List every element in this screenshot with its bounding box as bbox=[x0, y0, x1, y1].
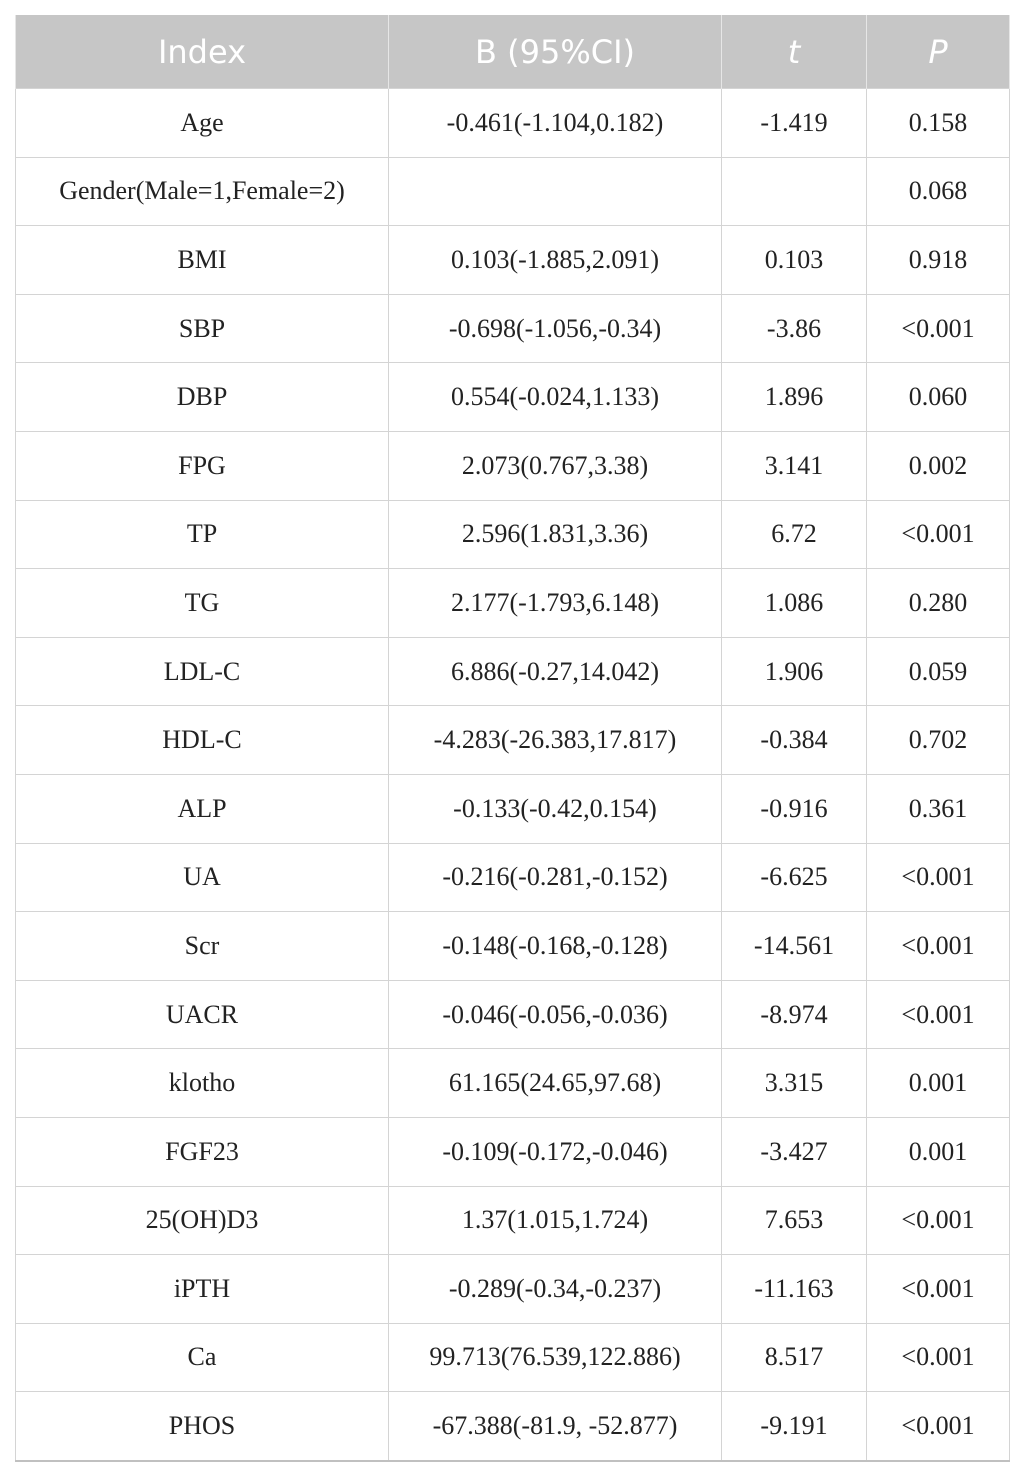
cell-t: -8.974 bbox=[722, 980, 867, 1049]
table-row bbox=[16, 1323, 1010, 1392]
cell-b-95ci: -0.148(-0.168,-0.128) bbox=[389, 912, 722, 981]
cell-index: BMI bbox=[16, 226, 389, 295]
cell-index: FPG bbox=[16, 431, 389, 500]
cell-t: -3.427 bbox=[722, 1117, 867, 1186]
cell-t: 3.141 bbox=[722, 431, 867, 500]
table-row bbox=[16, 226, 1010, 295]
cell-index: Age bbox=[16, 89, 389, 158]
cell-index: SBP bbox=[16, 294, 389, 363]
cell-p: <0.001 bbox=[867, 500, 1010, 569]
table-row bbox=[16, 363, 1010, 432]
table-row bbox=[16, 1049, 1010, 1118]
cell-b-95ci bbox=[389, 157, 722, 226]
cell-b-95ci: 0.554(-0.024,1.133) bbox=[389, 363, 722, 432]
cell-b-95ci: -0.698(-1.056,-0.34) bbox=[389, 294, 722, 363]
header-t: t bbox=[722, 15, 867, 89]
table-row bbox=[16, 843, 1010, 912]
header-row bbox=[16, 15, 1010, 89]
cell-index: Gender(Male=1,Female=2) bbox=[16, 157, 389, 226]
cell-index: LDL-C bbox=[16, 637, 389, 706]
cell-p: 0.158 bbox=[867, 89, 1010, 158]
table-row bbox=[16, 294, 1010, 363]
table-row bbox=[16, 1392, 1010, 1461]
cell-b-95ci: 99.713(76.539,122.886) bbox=[389, 1323, 722, 1392]
table-header bbox=[16, 15, 1010, 89]
cell-p: <0.001 bbox=[867, 294, 1010, 363]
cell-index: UA bbox=[16, 843, 389, 912]
table-row bbox=[16, 500, 1010, 569]
cell-t: -9.191 bbox=[722, 1392, 867, 1461]
cell-index: TP bbox=[16, 500, 389, 569]
cell-p: <0.001 bbox=[867, 1392, 1010, 1461]
table-row bbox=[16, 1255, 1010, 1324]
table-row bbox=[16, 1117, 1010, 1186]
cell-p: 0.060 bbox=[867, 363, 1010, 432]
cell-t: -0.916 bbox=[722, 774, 867, 843]
table-row bbox=[16, 1186, 1010, 1255]
cell-t: 1.086 bbox=[722, 569, 867, 638]
cell-index: TG bbox=[16, 569, 389, 638]
cell-b-95ci: 2.596(1.831,3.36) bbox=[389, 500, 722, 569]
cell-index: HDL-C bbox=[16, 706, 389, 775]
cell-t: -3.86 bbox=[722, 294, 867, 363]
cell-t: -6.625 bbox=[722, 843, 867, 912]
cell-t: 1.896 bbox=[722, 363, 867, 432]
header-b-95ci: B (95%CI) bbox=[389, 15, 722, 89]
cell-index: 25(OH)D3 bbox=[16, 1186, 389, 1255]
cell-t: 6.72 bbox=[722, 500, 867, 569]
cell-p: 0.280 bbox=[867, 569, 1010, 638]
cell-b-95ci: -4.283(-26.383,17.817) bbox=[389, 706, 722, 775]
header-index: Index bbox=[16, 15, 389, 89]
cell-p: 0.001 bbox=[867, 1049, 1010, 1118]
cell-p: <0.001 bbox=[867, 980, 1010, 1049]
table-body bbox=[16, 89, 1010, 1461]
table-row bbox=[16, 569, 1010, 638]
cell-p: <0.001 bbox=[867, 912, 1010, 981]
cell-b-95ci: 6.886(-0.27,14.042) bbox=[389, 637, 722, 706]
cell-b-95ci: 2.177(-1.793,6.148) bbox=[389, 569, 722, 638]
cell-index: DBP bbox=[16, 363, 389, 432]
cell-p: 0.002 bbox=[867, 431, 1010, 500]
table-row bbox=[16, 637, 1010, 706]
cell-t: 7.653 bbox=[722, 1186, 867, 1255]
table-row bbox=[16, 89, 1010, 158]
cell-t: -14.561 bbox=[722, 912, 867, 981]
cell-p: 0.702 bbox=[867, 706, 1010, 775]
table-row bbox=[16, 157, 1010, 226]
cell-p: <0.001 bbox=[867, 1186, 1010, 1255]
cell-index: PHOS bbox=[16, 1392, 389, 1461]
cell-p: 0.361 bbox=[867, 774, 1010, 843]
cell-p: <0.001 bbox=[867, 1323, 1010, 1392]
cell-t: -11.163 bbox=[722, 1255, 867, 1324]
cell-t bbox=[722, 157, 867, 226]
cell-p: <0.001 bbox=[867, 1255, 1010, 1324]
cell-index: UACR bbox=[16, 980, 389, 1049]
table-row bbox=[16, 980, 1010, 1049]
cell-b-95ci: 1.37(1.015,1.724) bbox=[389, 1186, 722, 1255]
table-row bbox=[16, 431, 1010, 500]
header-p: P bbox=[867, 15, 1010, 89]
cell-index: ALP bbox=[16, 774, 389, 843]
table-row bbox=[16, 774, 1010, 843]
cell-p: <0.001 bbox=[867, 843, 1010, 912]
cell-p: 0.059 bbox=[867, 637, 1010, 706]
cell-index: iPTH bbox=[16, 1255, 389, 1324]
cell-b-95ci: -0.461(-1.104,0.182) bbox=[389, 89, 722, 158]
cell-b-95ci: -0.289(-0.34,-0.237) bbox=[389, 1255, 722, 1324]
cell-index: Scr bbox=[16, 912, 389, 981]
cell-t: -0.384 bbox=[722, 706, 867, 775]
cell-t: 3.315 bbox=[722, 1049, 867, 1118]
cell-b-95ci: -0.133(-0.42,0.154) bbox=[389, 774, 722, 843]
cell-b-95ci: -0.046(-0.056,-0.036) bbox=[389, 980, 722, 1049]
table-row bbox=[16, 912, 1010, 981]
cell-b-95ci: 61.165(24.65,97.68) bbox=[389, 1049, 722, 1118]
cell-index: klotho bbox=[16, 1049, 389, 1118]
regression-table bbox=[15, 15, 1010, 1462]
cell-t: -1.419 bbox=[722, 89, 867, 158]
cell-b-95ci: -0.109(-0.172,-0.046) bbox=[389, 1117, 722, 1186]
cell-b-95ci: -0.216(-0.281,-0.152) bbox=[389, 843, 722, 912]
cell-t: 8.517 bbox=[722, 1323, 867, 1392]
table-row bbox=[16, 706, 1010, 775]
cell-b-95ci: -67.388(-81.9, -52.877) bbox=[389, 1392, 722, 1461]
cell-p: 0.068 bbox=[867, 157, 1010, 226]
cell-t: 1.906 bbox=[722, 637, 867, 706]
cell-t: 0.103 bbox=[722, 226, 867, 295]
cell-p: 0.918 bbox=[867, 226, 1010, 295]
cell-index: FGF23 bbox=[16, 1117, 389, 1186]
cell-b-95ci: 0.103(-1.885,2.091) bbox=[389, 226, 722, 295]
cell-p: 0.001 bbox=[867, 1117, 1010, 1186]
cell-index: Ca bbox=[16, 1323, 389, 1392]
cell-b-95ci: 2.073(0.767,3.38) bbox=[389, 431, 722, 500]
